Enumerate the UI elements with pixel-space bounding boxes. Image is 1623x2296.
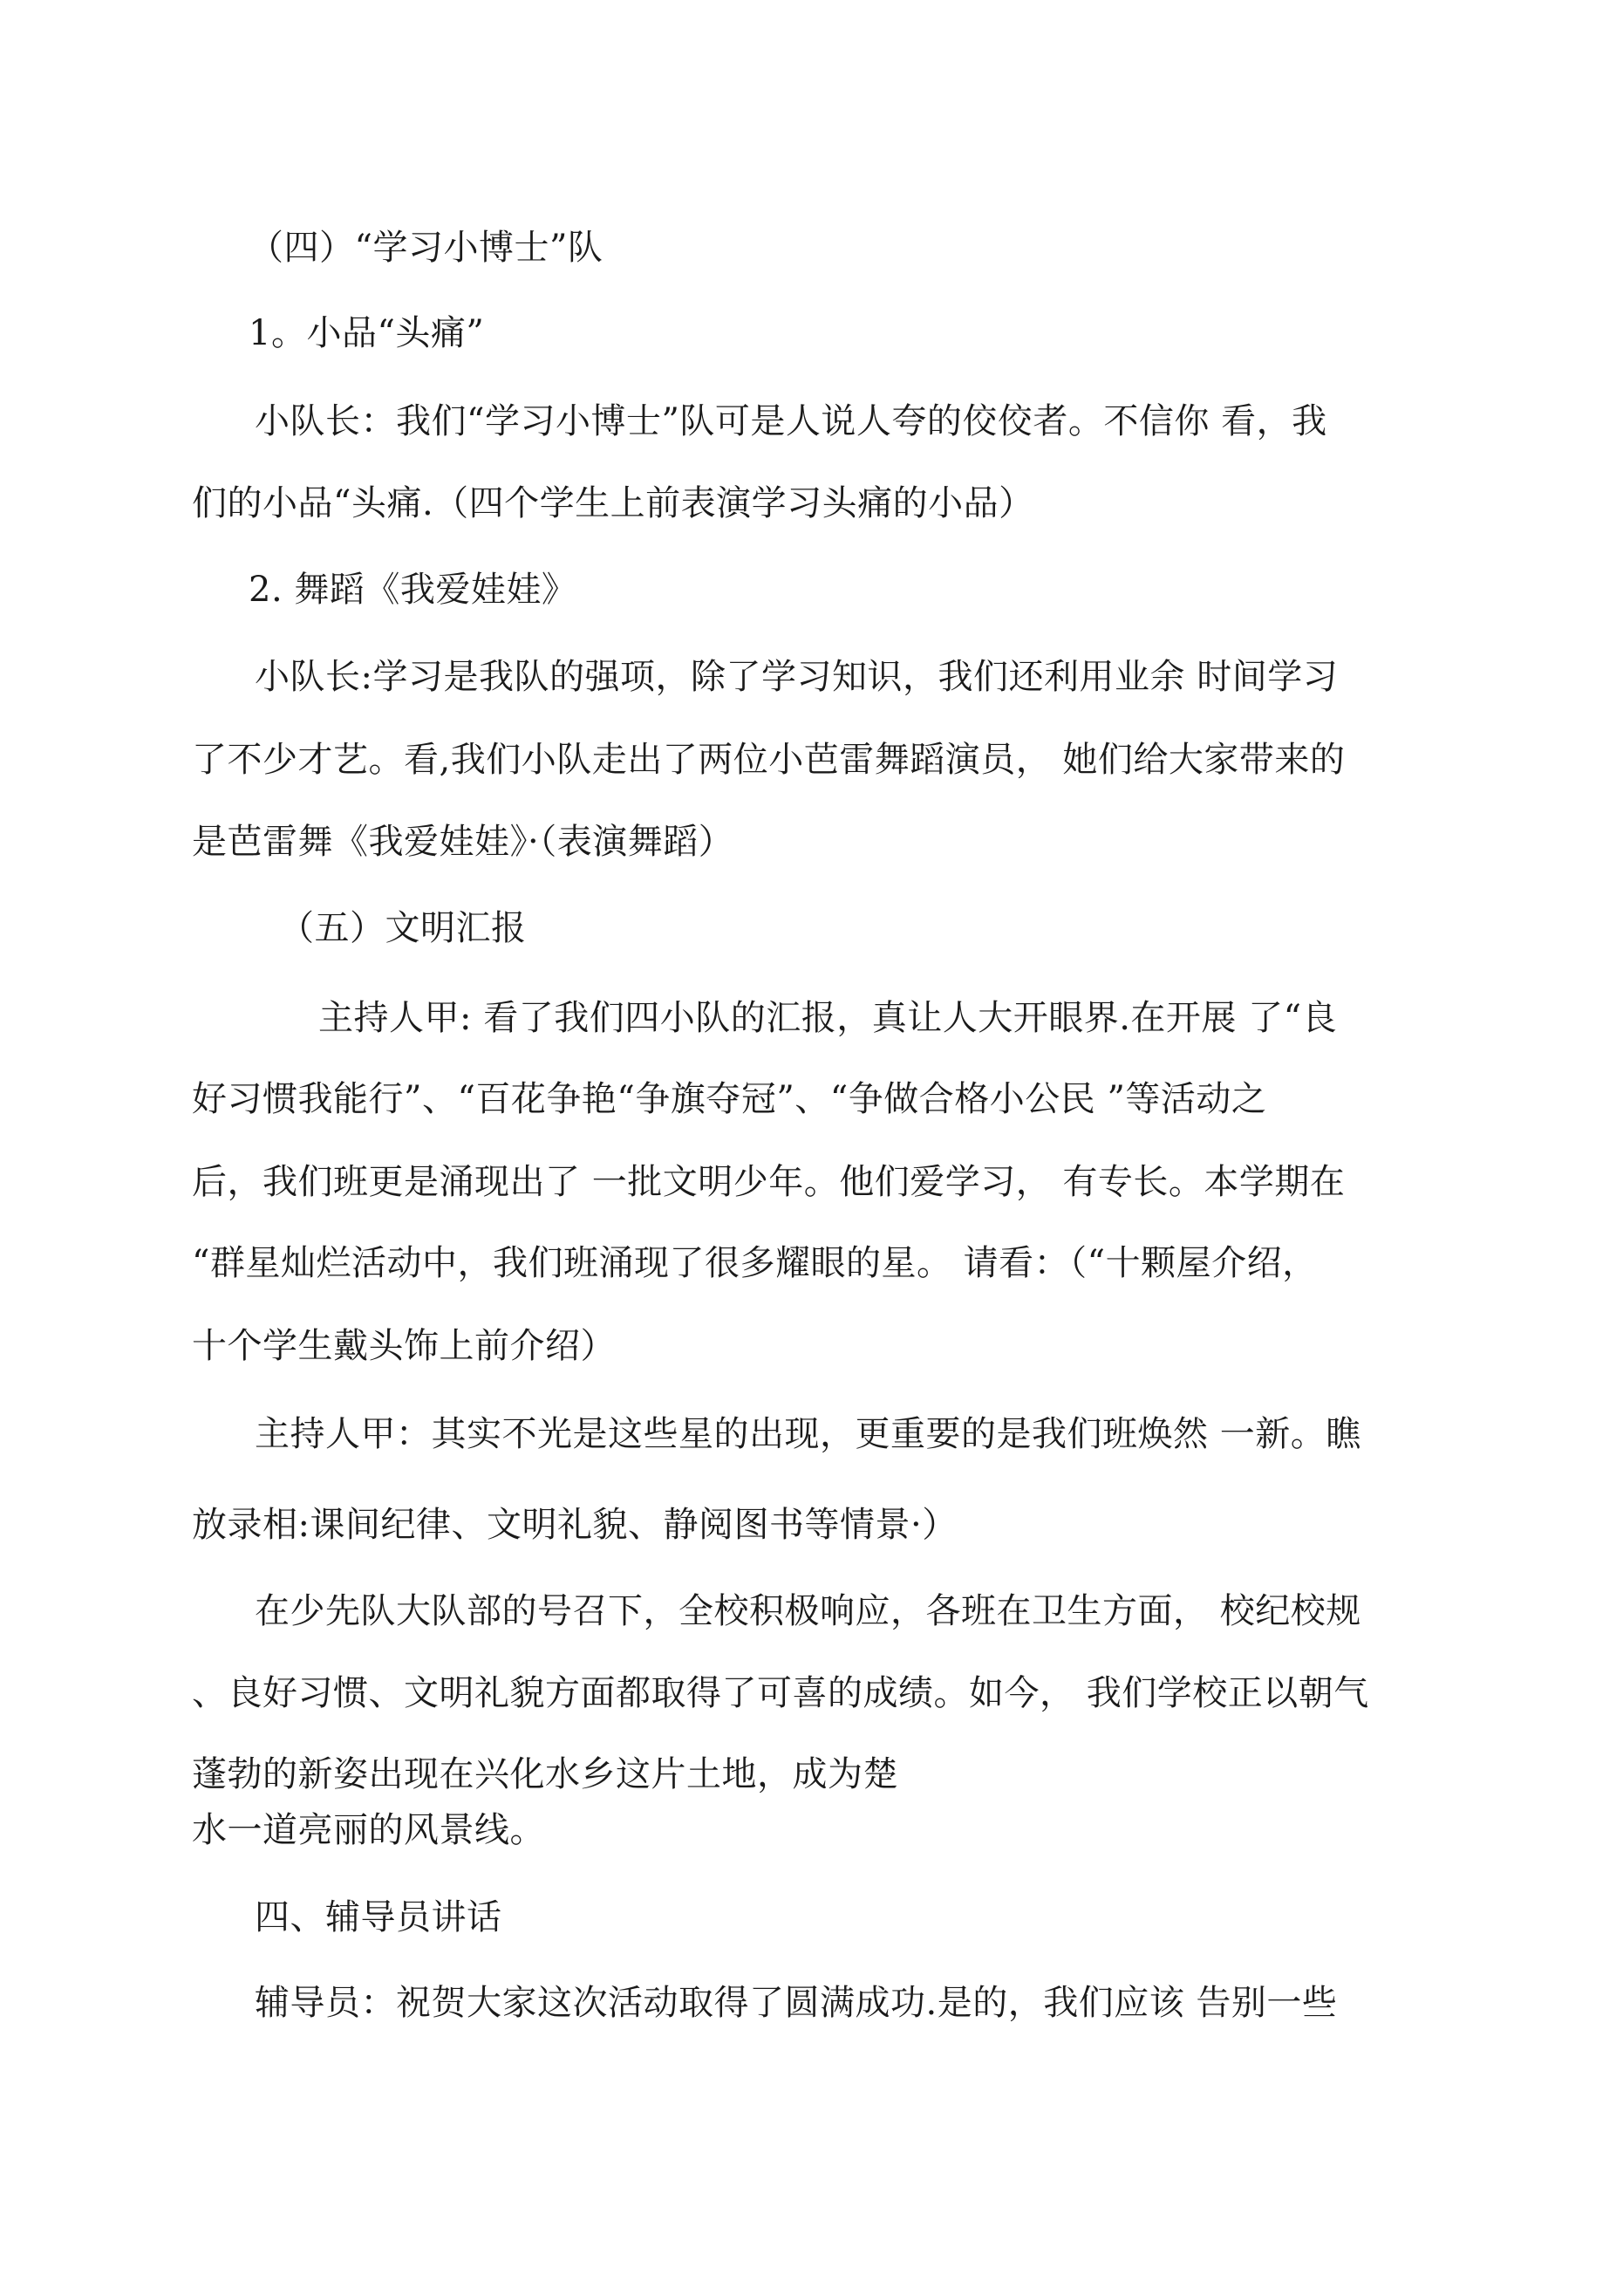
- paragraph-line: 主持人甲：其实不光是这些星的出现，更重要的是我们班焕然 一新。瞧: [255, 1414, 1361, 1454]
- paragraph-line: 小队长:学习是我队的强项，除了学习知识，我们还利用业余 时间学习: [255, 657, 1339, 697]
- paragraph-line: 主持人甲: 看了我们四小队的汇报，真让人大开眼界.在开展 了“良: [318, 998, 1338, 1038]
- paragraph-line: 十个学生戴头饰上前介绍）: [192, 1326, 616, 1366]
- paragraph-line: 了不少才艺。看,我们小队走出了两位小芭雷舞蹈演员， 她们给大家带来的: [192, 740, 1346, 780]
- item-heading-1: 1。小品“头痛”: [249, 313, 485, 353]
- paragraph-line: 水一道亮丽的风景线。: [192, 1810, 545, 1850]
- section-heading-counselor: 四、辅导员讲话: [255, 1897, 502, 1937]
- paragraph-line: 蓬勃的新姿出现在兴化水乡这片土地，成为楚: [192, 1754, 898, 1794]
- item-heading-2: 2. 舞蹈《我爱娃娃》: [249, 570, 577, 610]
- paragraph-line: 后，我们班更是涌现出了 一批文明少年。他们爱学习， 有专长。本学期在: [192, 1162, 1346, 1202]
- paragraph-line: 放录相:课间纪律、文明礼貌、静阅图书等情景·）: [192, 1505, 958, 1545]
- paragraph-line: 、良好习惯、文明礼貌方面都取得了可喜的成绩。如今， 我们学校正以朝气: [192, 1673, 1369, 1713]
- paragraph-line: 在少先队大队部的号召下，全校积极响应，各班在卫生方面， 校纪校规: [255, 1591, 1361, 1631]
- paragraph-line: 是芭雷舞《我爱娃娃》·（表演舞蹈）: [192, 822, 734, 862]
- paragraph-line: 好习惯我能行”、“百花争艳“争旗夺冠”、“争做合格小公民 ”等活动之: [192, 1079, 1267, 1119]
- paragraph-line: “群星灿烂活动中，我们班涌现了很多耀眼的星。 请看：（“十颗屋介绍，: [192, 1243, 1318, 1283]
- paragraph-line: 们的小品“头痛.（四个学生上前表演学习头痛的小品）: [192, 483, 1034, 523]
- section-heading-5: （五）文明汇报: [279, 908, 527, 948]
- paragraph-line: 小队长：我们“学习小博士”队可是人说人夸的佼佼者。不信你 看，我: [255, 401, 1327, 441]
- section-heading-4: （四）“学习小博士”队: [249, 228, 604, 268]
- paragraph-line: 辅导员：祝贺大家这次活动取得了圆满成功.是的，我们应该 告别一些: [255, 1983, 1338, 2023]
